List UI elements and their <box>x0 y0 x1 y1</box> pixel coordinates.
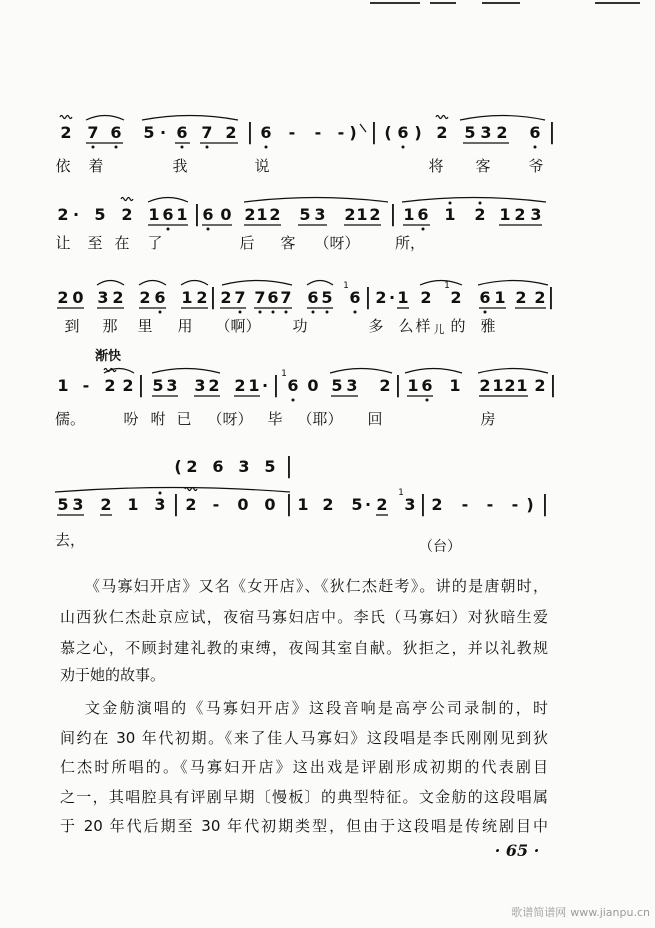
note: 2 <box>474 205 486 224</box>
note: 6 <box>267 288 279 307</box>
note: 3 <box>72 495 84 514</box>
parenthesis: ) <box>349 123 357 142</box>
note: 3 <box>480 123 492 142</box>
lyric-syllable: 功 <box>292 317 308 335</box>
page-number: · 65 · <box>494 841 540 860</box>
dash-extension: - <box>82 376 90 395</box>
lyric-syllable: （耶） <box>297 410 343 428</box>
lyric-syllable: 着 <box>88 157 104 175</box>
note: 3 <box>97 288 109 307</box>
barline: | <box>172 492 180 517</box>
note: 7 <box>234 288 246 307</box>
note: 1 <box>248 376 260 395</box>
barline: | <box>389 202 397 227</box>
lyric-syllable: 所， <box>394 234 426 252</box>
note: 2 <box>534 376 546 395</box>
lyric-syllable: 依 <box>55 157 71 175</box>
barline: | <box>419 492 427 517</box>
note: 2 <box>196 288 208 307</box>
lyric-syllable: 说 <box>254 157 270 175</box>
octave-dot-below <box>239 311 242 314</box>
octave-dot-below <box>292 399 295 402</box>
note: 6 <box>529 123 541 142</box>
note: 5 <box>321 288 333 307</box>
note: 7 <box>280 288 292 307</box>
lyric-syllable: 的 <box>450 317 466 335</box>
note: 1 <box>449 376 461 395</box>
slur <box>142 116 238 121</box>
note: 2 <box>208 376 220 395</box>
octave-dot-below <box>484 311 487 314</box>
grace-note: 1 <box>343 281 349 291</box>
lyric-syllable: 在 <box>114 234 130 252</box>
lyric-syllable: 多 <box>368 317 384 335</box>
octave-dot-below <box>265 146 268 149</box>
note: 2 <box>234 376 246 395</box>
rest: 0 <box>220 205 232 224</box>
note: 5 <box>143 123 155 142</box>
parenthesis: ) <box>414 123 422 142</box>
barline: | <box>547 285 555 310</box>
slur <box>244 198 388 203</box>
slur <box>86 116 124 121</box>
note: 2 <box>376 495 388 514</box>
note: 1 <box>499 205 511 224</box>
slur <box>405 369 462 374</box>
lyric-syllable: 到 <box>64 317 80 335</box>
note: 2 <box>104 376 116 395</box>
dash-extension: - <box>288 123 296 142</box>
note: 5 <box>331 376 343 395</box>
note: 1 <box>356 205 368 224</box>
note: 1 <box>492 376 504 395</box>
octave-dot-below <box>312 311 315 314</box>
augmentation-dot: · <box>364 495 372 514</box>
note: 1 <box>444 205 456 224</box>
mordent-icon <box>436 116 448 119</box>
note: 2 <box>322 495 334 514</box>
lyric-syllable: 样 <box>415 317 431 335</box>
note: 3 <box>238 457 250 476</box>
prose-line: 文金舫演唱的《马寡妇开店》这段音响是高亭公司录制的，时 <box>85 699 548 717</box>
dash-extension: - <box>337 123 345 142</box>
slur <box>181 281 208 286</box>
tempo-mark: 渐快 <box>94 349 122 364</box>
lyric-syllable: （呀） <box>207 410 253 428</box>
slur <box>222 281 292 286</box>
slur <box>478 281 548 286</box>
note: 5 <box>94 205 106 224</box>
lyric-syllable: 用 <box>177 317 193 335</box>
note: 2 <box>185 495 197 514</box>
slur <box>97 281 124 286</box>
note: 5 <box>57 495 69 514</box>
note: 6 <box>307 288 319 307</box>
lyric-syllable: 雅 <box>480 317 496 335</box>
prose-line: 慕之心，不顾封建礼教的束缚，夜闯其室自献。狄拒之，并以礼教规 <box>60 639 548 657</box>
note: 2 <box>496 123 508 142</box>
dash-extension: - <box>486 495 494 514</box>
note: 5 <box>299 205 311 224</box>
barline: | <box>193 202 201 227</box>
lyric-syllable: 回 <box>367 410 383 428</box>
octave-dot-below <box>402 146 405 149</box>
prose-line: 之一，其唱腔具有评剧早期〔慢板〕的典型特征。文金舫的这段唱属 <box>60 788 548 806</box>
note: 1 <box>407 376 419 395</box>
note: 2 <box>57 205 69 224</box>
note: 6 <box>176 123 188 142</box>
note: 6 <box>154 288 166 307</box>
lyric-syllable: 客 <box>475 157 491 175</box>
lyric-syllable: 里 <box>137 317 153 335</box>
note: 3 <box>346 376 358 395</box>
octave-dot-below <box>326 311 329 314</box>
lyric-syllable: 将 <box>428 157 444 175</box>
slur <box>460 116 545 121</box>
note: 1 <box>256 205 268 224</box>
note: 2 <box>450 288 462 307</box>
prose-line: 仁杰时所唱的。《马寡妇开店》这出戏是评剧形成初期的代表剧目 <box>60 758 548 776</box>
watermark <box>511 906 650 920</box>
note: 5 <box>351 495 363 514</box>
breath-mark-icon <box>360 124 366 132</box>
octave-dot-below <box>272 311 275 314</box>
note: 1 <box>181 288 193 307</box>
note: 2 <box>269 205 281 224</box>
dash-extension: - <box>212 495 220 514</box>
note: 2 <box>515 288 527 307</box>
lyric-syllable: 毕 <box>267 410 283 428</box>
note: 6 <box>110 123 122 142</box>
parenthesis: ( <box>174 457 182 476</box>
octave-dot-below <box>92 146 95 149</box>
augmentation-dot: · <box>159 123 167 142</box>
barline: | <box>364 285 372 310</box>
note: 1 <box>297 495 309 514</box>
note: 7 <box>201 123 213 142</box>
note: 3 <box>404 495 416 514</box>
lyric-syllable: 房 <box>480 410 496 428</box>
note: 3 <box>166 376 178 395</box>
barline: | <box>272 373 280 398</box>
note: 2 <box>479 376 491 395</box>
grace-note: 1 <box>281 369 287 379</box>
lyric-syllable: 了 <box>147 234 163 252</box>
note: 2 <box>100 495 112 514</box>
note: 5 <box>464 123 476 142</box>
lyric-syllable: 后 <box>239 234 255 252</box>
lyric-syllable: 儒。 <box>54 410 86 428</box>
rest: 0 <box>72 288 84 307</box>
note: 6 <box>397 123 409 142</box>
octave-dot-below <box>354 311 357 314</box>
lyric-syllable: 去， <box>54 531 86 549</box>
lyric-syllable: 已 <box>176 410 192 428</box>
dash-extension: - <box>461 495 469 514</box>
note: 1 <box>403 205 415 224</box>
slur <box>330 369 392 374</box>
note: 2 <box>504 376 516 395</box>
augmentation-dot: · <box>72 205 80 224</box>
note: 1 <box>176 205 188 224</box>
barline: | <box>285 454 293 479</box>
note: 6 <box>349 288 361 307</box>
barline: | <box>285 492 293 517</box>
lyric-syllable: 让 <box>55 234 71 252</box>
note: 2 <box>57 288 69 307</box>
mordent-icon <box>185 488 197 491</box>
note: 7 <box>87 123 99 142</box>
note: 6 <box>287 376 299 395</box>
note: 2 <box>514 205 526 224</box>
octave-dot-below <box>207 228 210 231</box>
note: 1 <box>148 205 160 224</box>
slur <box>420 281 462 286</box>
note: 2 <box>244 205 256 224</box>
note: 2 <box>436 123 448 142</box>
prose-line: 山西狄仁杰赴京应试，夜宿马寡妇店中。李氏（马寡妇）对狄暗生爱 <box>60 608 548 626</box>
slur <box>139 281 166 286</box>
barline: | <box>548 120 556 145</box>
note: 2 <box>112 288 124 307</box>
lyric-syllable: 客 <box>280 234 296 252</box>
note: 3 <box>154 495 166 514</box>
mordent-icon <box>104 369 116 372</box>
octave-dot-below <box>206 146 209 149</box>
note: 2 <box>420 288 432 307</box>
note: 2 <box>122 376 134 395</box>
lyric-syllable: 那 <box>102 317 118 335</box>
lyric-syllable: 儿 <box>433 323 445 336</box>
slur <box>402 198 546 203</box>
note: 2 <box>220 288 232 307</box>
augmentation-dot: · <box>388 288 396 307</box>
dash-extension: - <box>511 495 519 514</box>
slur <box>307 281 333 286</box>
spoken-aside: （台） <box>419 539 461 555</box>
dash-extension: - <box>314 123 322 142</box>
note: 1 <box>127 495 139 514</box>
barline: | <box>370 120 378 145</box>
octave-dot-below <box>534 146 537 149</box>
note: 6 <box>162 205 174 224</box>
octave-dot-below <box>422 228 425 231</box>
octave-dot-below <box>426 399 429 402</box>
note: 2 <box>186 457 198 476</box>
note: 2 <box>344 205 356 224</box>
note: 1 <box>57 376 69 395</box>
barline: | <box>246 120 254 145</box>
grace-note: 1 <box>444 281 450 291</box>
note: 6 <box>212 457 224 476</box>
octave-dot-below <box>259 311 262 314</box>
note: 2 <box>379 376 391 395</box>
note: 6 <box>417 205 429 224</box>
lyric-syllable: 至 <box>87 234 103 252</box>
prose-line: 间约在 30 年代初期。《来了佳人马寡妇》这段唱是李氏刚刚见到狄 <box>60 729 548 747</box>
note: 1 <box>494 288 506 307</box>
prose-line: 劝于她的故事。 <box>60 666 166 684</box>
barline: | <box>209 285 217 310</box>
note: 2 <box>121 205 133 224</box>
augmentation-dot: · <box>261 376 269 395</box>
lyric-syllable: （啊） <box>215 317 261 335</box>
grace-note: 1 <box>398 488 404 498</box>
lyric-syllable: 吩 <box>123 410 139 428</box>
lyric-syllable: 么 <box>398 317 414 335</box>
lyric-syllable: 我 <box>172 157 188 175</box>
octave-dot-below <box>159 311 162 314</box>
slur <box>148 198 188 203</box>
rest: 0 <box>264 495 276 514</box>
lyric-syllable: 爷 <box>528 157 544 175</box>
parenthesis: ( <box>384 123 392 142</box>
watermark-site: 歌谱简谱网 <box>511 906 567 919</box>
note: 1 <box>397 288 409 307</box>
note: 6 <box>479 288 491 307</box>
barline: | <box>541 492 549 517</box>
barline: | <box>549 373 557 398</box>
note: 5 <box>152 376 164 395</box>
prose-line: 于 20 年代后期至 30 年代初期类型，但由于这段唱是传统剧目中 <box>60 817 548 835</box>
octave-dot-below <box>285 311 288 314</box>
note: 2 <box>534 288 546 307</box>
mordent-icon <box>121 198 133 201</box>
octave-dot-below <box>115 146 118 149</box>
note: 2 <box>225 123 237 142</box>
slur <box>478 369 548 374</box>
barline: | <box>137 373 145 398</box>
lyric-syllable: （呀） <box>314 234 360 252</box>
octave-dot-below <box>167 228 170 231</box>
note: 2 <box>431 495 443 514</box>
note: 3 <box>530 205 542 224</box>
prose-line: 《马寡妇开店》又名《女开店》、《狄仁杰赶考》。讲的是唐朝时， <box>85 577 548 595</box>
watermark-url: www.jianpu.cn <box>570 906 650 919</box>
barline: | <box>394 373 402 398</box>
note: 7 <box>254 288 266 307</box>
note: 2 <box>60 123 72 142</box>
note: 6 <box>202 205 214 224</box>
rest: 0 <box>237 495 249 514</box>
note: 2 <box>375 288 387 307</box>
lyric-syllable: 咐 <box>150 410 166 428</box>
mordent-icon <box>60 116 72 119</box>
note: 1 <box>516 376 528 395</box>
note: 5 <box>264 457 276 476</box>
note: 3 <box>194 376 206 395</box>
note: 6 <box>421 376 433 395</box>
note: 2 <box>369 205 381 224</box>
octave-dot-below <box>181 146 184 149</box>
slur <box>104 369 134 374</box>
note: 3 <box>314 205 326 224</box>
note: 2 <box>139 288 151 307</box>
parenthesis: ) <box>526 495 534 514</box>
note: 6 <box>260 123 272 142</box>
rest: 0 <box>307 376 319 395</box>
slur <box>152 369 220 374</box>
